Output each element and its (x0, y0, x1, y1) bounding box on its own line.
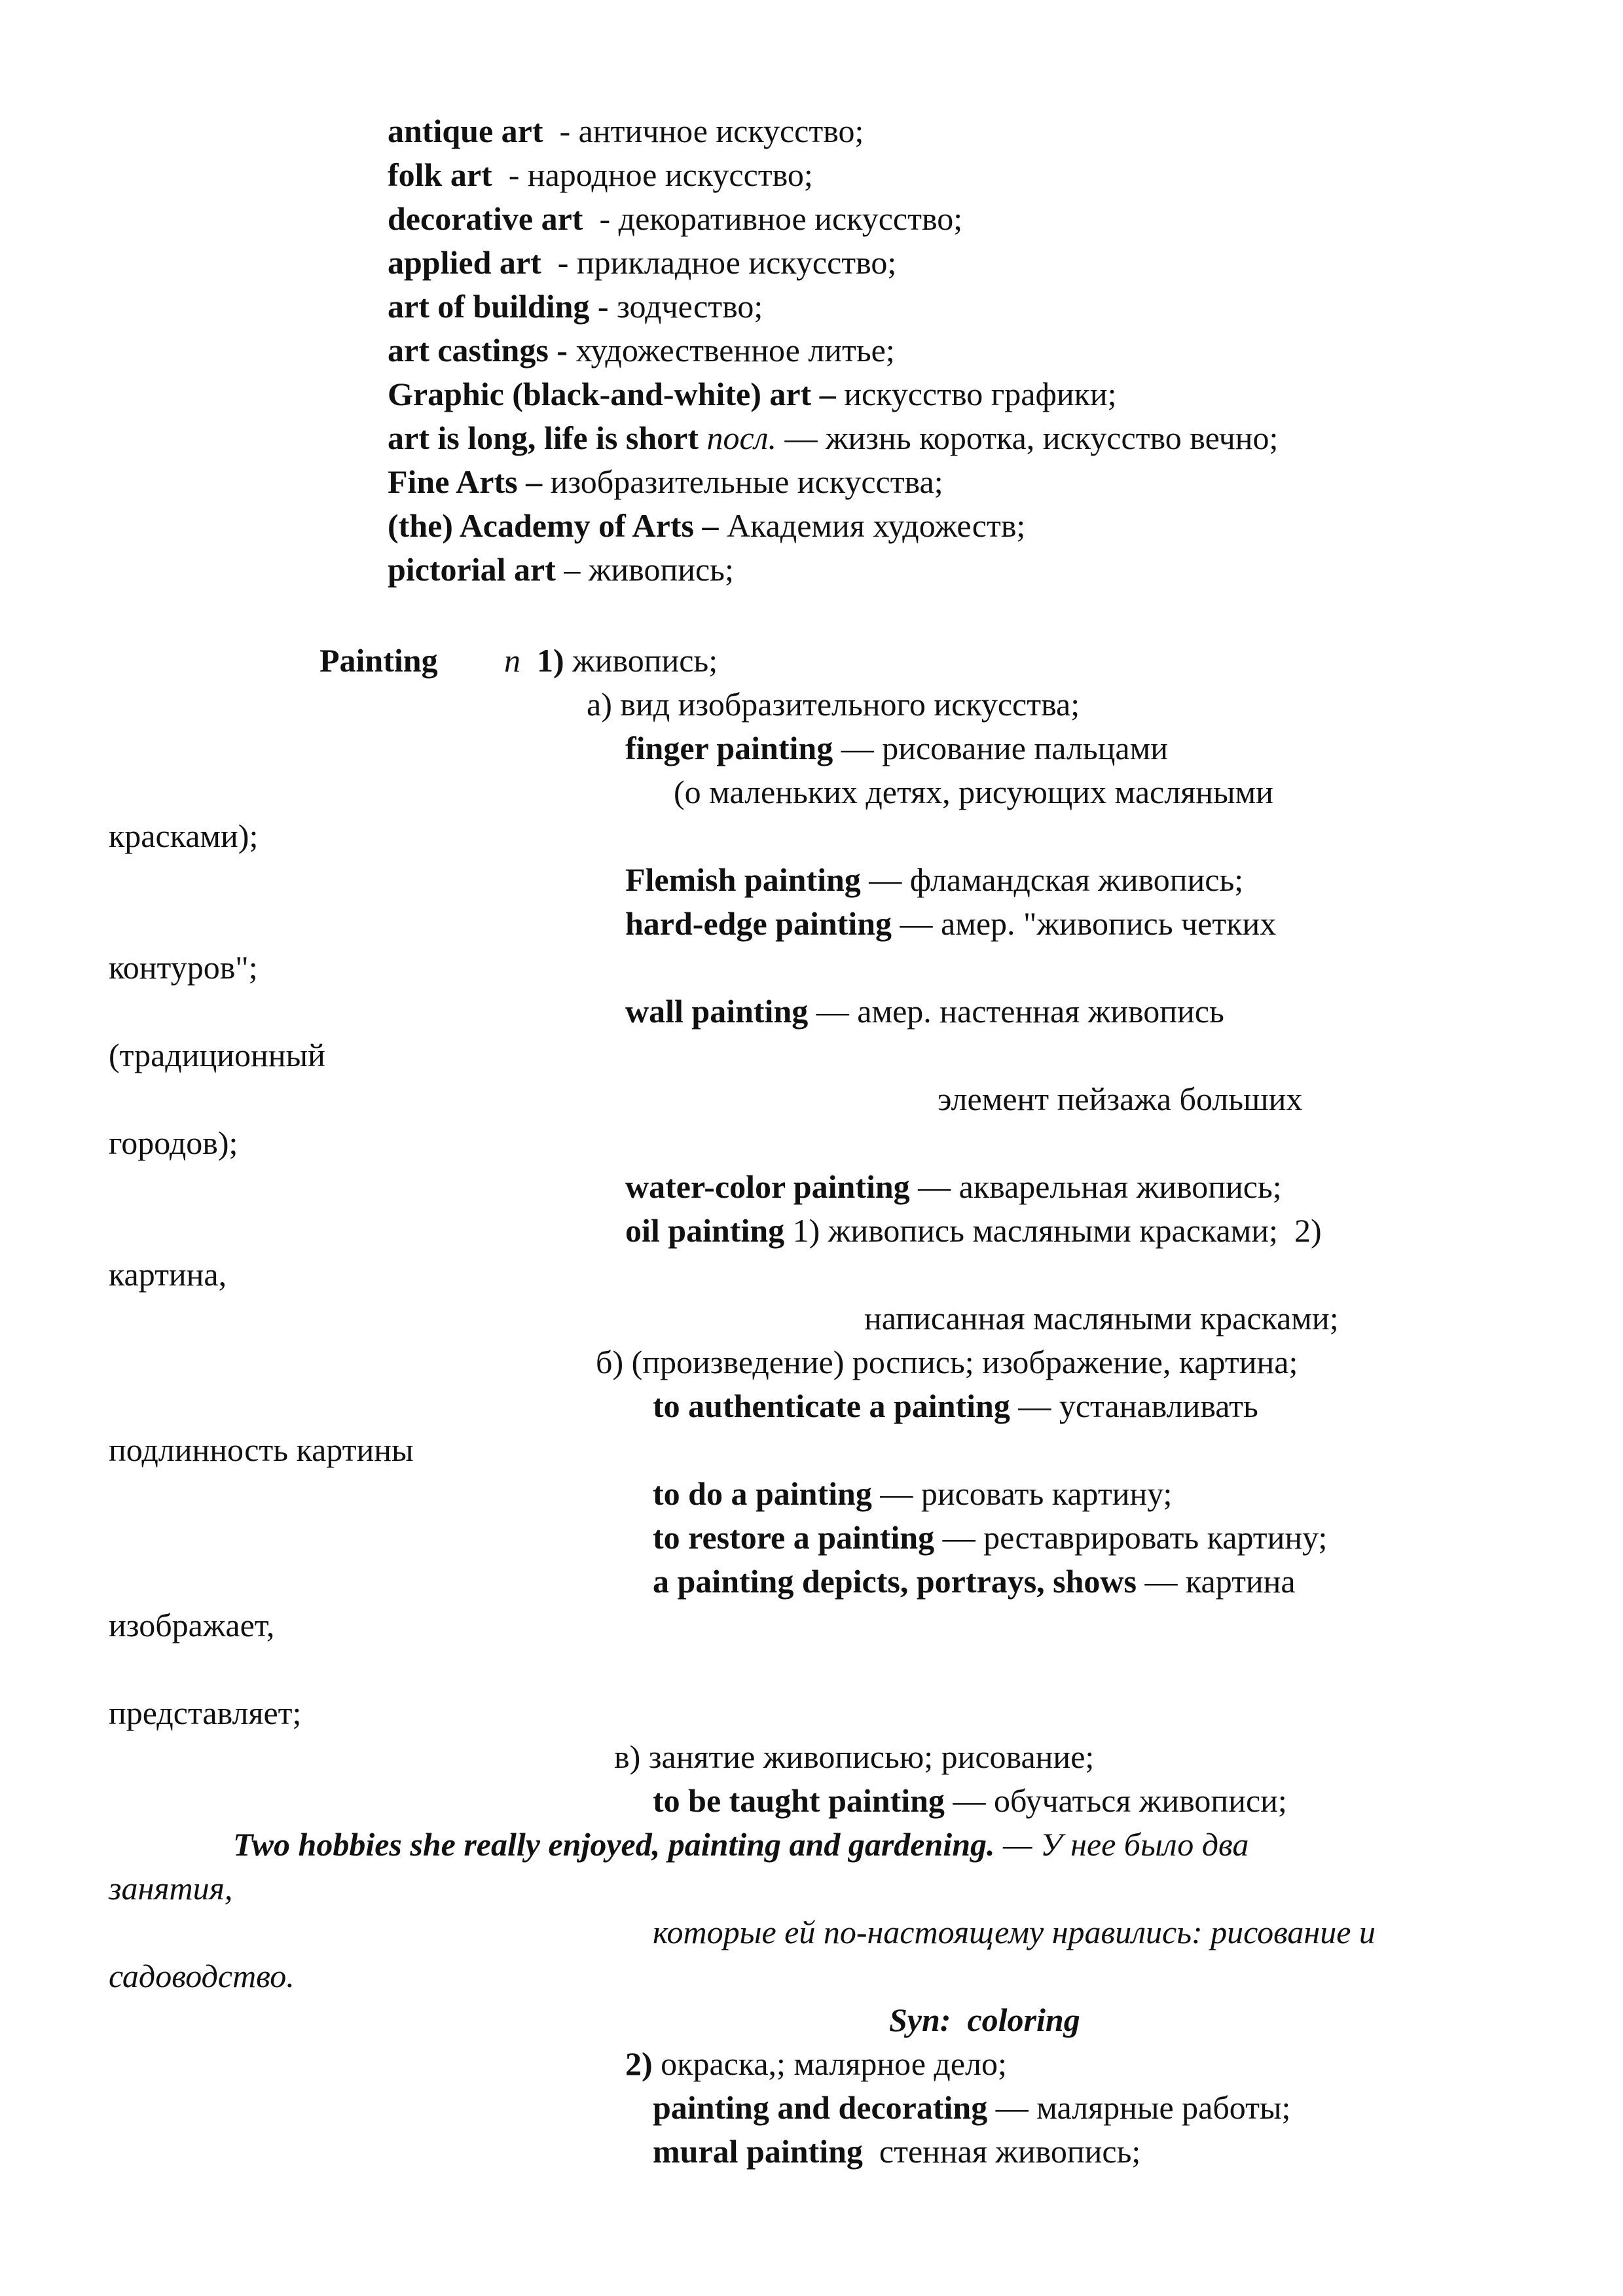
term-pictorial-art: pictorial art – живопись; (388, 551, 734, 588)
sense-1: n 1) живопись; (504, 642, 718, 679)
entry-wall-painting-cont: элемент пейзажа больших (938, 1081, 1303, 1117)
entry-oil-painting: oil painting 1) живопись масляными красками; 2) (625, 1212, 1322, 1249)
entry-oil-painting-wrap: картина, (109, 1256, 227, 1293)
headword-painting: Painting (319, 642, 438, 679)
term-graphic-art: Graphic (black-and-white) art – искусство графики; (388, 376, 1117, 412)
entry-authenticate-wrap: подлинность картины (109, 1431, 414, 1468)
term-art-is-long: art is long, life is short посл. — жизнь коротка, искусство вечно; (388, 420, 1279, 456)
subsense-c: в) занятие живописью; рисование; (614, 1738, 1095, 1775)
entry-wall-painting-wrap2: городов); (109, 1124, 238, 1161)
entry-painting-depicts: a painting depicts, portrays, shows — картина (653, 1563, 1296, 1600)
entry-painting-and-decorating: painting and decorating — малярные работы; (653, 2089, 1291, 2126)
term-applied-art: applied art - прикладное искусство; (388, 244, 897, 281)
sense-2: 2) окраска,; малярное дело; (625, 2045, 1007, 2082)
example-sentence: Two hobbies she really enjoyed, painting and gardening. — У нее было два (233, 1826, 1249, 1863)
entry-authenticate: to authenticate a painting — устанавливать (653, 1388, 1258, 1424)
term-antique-art: antique art - античное искусство; (388, 113, 864, 149)
entry-hard-edge-wrap: контуров"; (109, 949, 258, 986)
term-decorative-art: decorative art - декоративное искусство; (388, 200, 963, 237)
entry-wall-painting-wrap: (традиционный (109, 1037, 325, 1073)
example-sentence-cont: которые ей по-настоящему нравились: рисование и (653, 1914, 1376, 1950)
example-sentence-wrap2: садоводство. (109, 1958, 295, 1994)
entry-wall-painting: wall painting — амер. настенная живопись (625, 993, 1224, 1030)
entry-finger-painting: finger painting — рисование пальцами (625, 730, 1168, 766)
entry-painting-depicts-wrap1: изображает, (109, 1607, 275, 1643)
example-sentence-wrap: занятия, (109, 1870, 233, 1907)
entry-flemish-painting: Flemish painting — фламандская живопись; (625, 861, 1244, 898)
entry-mural-painting: mural painting стенная живопись; (653, 2133, 1141, 2170)
entry-do-a-painting: to do a painting — рисовать картину; (653, 1475, 1173, 1512)
entry-oil-painting-cont: написанная масляными красками; (864, 1300, 1339, 1336)
entry-finger-painting-wrap: красками); (109, 817, 259, 854)
term-art-of-building: art of building - зодчество; (388, 288, 763, 325)
entry-painting-depicts-wrap2: представляет; (109, 1695, 302, 1731)
synonym: Syn: coloring (889, 2001, 1080, 2038)
subsense-a: а) вид изобразительного искусства; (587, 686, 1080, 723)
entry-water-color-painting: water-color painting — акварельная живопись; (625, 1168, 1282, 1205)
term-art-castings: art castings - художественное литье; (388, 332, 895, 368)
term-fine-arts: Fine Arts – изобразительные искусства; (388, 463, 943, 500)
subsense-b: б) (произведение) роспись; изображение, картина; (596, 1344, 1298, 1380)
entry-restore-a-painting: to restore a painting — реставрировать картину; (653, 1519, 1328, 1556)
entry-be-taught-painting: to be taught painting — обучаться живописи; (653, 1782, 1287, 1819)
entry-hard-edge-painting: hard-edge painting — амер. "живопись четких (625, 905, 1277, 942)
term-folk-art: folk art - народное искусство; (388, 156, 813, 193)
term-academy-of-arts: (the) Academy of Arts – Академия художеств; (388, 507, 1026, 544)
entry-finger-painting-cont: (о маленьких детях, рисующих масляными (674, 774, 1273, 810)
